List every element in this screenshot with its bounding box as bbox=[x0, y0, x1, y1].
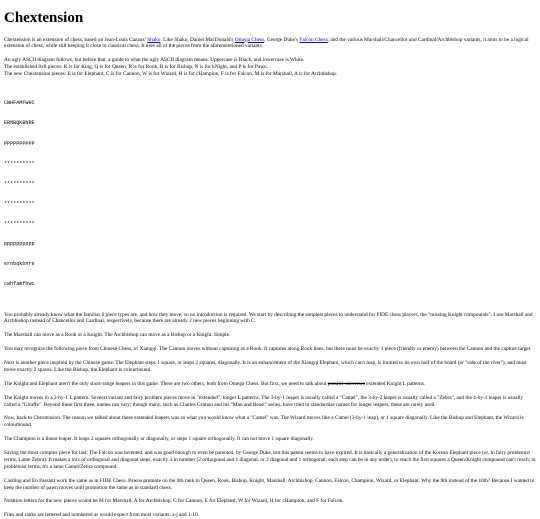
diagram-row: ********** bbox=[4, 180, 35, 187]
intro-text-1: Chextension is an extension of chess, based on Jean-Louis Cazaux' bbox=[4, 36, 148, 43]
diagram-row: ********** bbox=[4, 160, 35, 167]
intro-text-3: , George Duke's bbox=[264, 36, 300, 43]
diagram-row: PPPPPPPPPP bbox=[4, 140, 35, 147]
falcon-chess-link[interactable]: Falcon Chess bbox=[299, 36, 328, 43]
diagram-row: ERNBQKBNRE bbox=[4, 120, 35, 127]
paragraph-compounds: You probably already know what the familiar 6 piece types are, and how they move, so no introduction is required. We start by describing the simplest pieces to understand for FIDE chess players, the "missing Knight compounds". I use Marshall and Archbishop instead of Chancellor and Cardinal, respectively, because there are already 2 new pieces beginning with C. bbox=[4, 311, 533, 325]
paragraph-files-ranks: Files and ranks are lettered and numbered as would expect from most variants: a-j and 1-10. bbox=[4, 512, 200, 519]
ascii-guide-line-1: An ugly ASCII diagram follows, but before that, a guide to what the ugly ASCII diagram means. Uppercase is Black, and lowercase is White. bbox=[4, 57, 305, 64]
paragraph-elephant: Next is another piece inspired by the Chinese game. The Elephant steps 1 square, or leaps 2 squares, diagonally. It is an enhancement of the Xiangqi Elephant, which can't leap, is limited to its own half of the board (or "side of the river"), and must move exactly 2 spaces. Like the Bishop, the Elephant is colourbound. bbox=[4, 360, 527, 373]
ascii-guide-line-2: The established 8x8 pieces: K is for King, Q is for Queen, R is for Rook, B is for Bishop, N is for kNight, and P is for Pawn. bbox=[4, 64, 269, 71]
ascii-guide-paragraph bbox=[4, 57, 536, 78]
paragraph-champion: The Champion is a linear leaper. It leaps 2 squares orthogonally or diagonally, or steps 1 square orthogonally. It can not move 1 square diagonally. bbox=[4, 436, 314, 443]
shako-link[interactable]: Shako bbox=[147, 36, 161, 43]
diagram-row: cwhfamfhwc bbox=[4, 281, 35, 288]
paragraph-wizard: Now, back to Chextension. The reason we talked about these extended leapers was so what you would know what a "Camel" was. The Wizard moves like a Camel (3-by-1 leap), or 1 square diagonally. Like the Bishop and Elephant, the Wizard is colourbound. bbox=[4, 415, 524, 429]
leapers-text-1: The Knight and Elephant aren't the only short-range leapers in this game. There are two others, both from Omega Chess. But first, we need to talk about bbox=[4, 380, 328, 387]
leapers-text-2: extended Knight L patterns. bbox=[364, 380, 426, 387]
strikethrough-text: parallel universes bbox=[327, 380, 365, 387]
page-title: Chextension bbox=[4, 10, 84, 26]
intro-paragraph bbox=[4, 37, 536, 51]
diagram-row: pppppppppp bbox=[4, 241, 35, 248]
ascii-guide-line-3: The new Chextension pieces: E is for Elephant, C is for Cannon, W is for Wizard, H is for cHampion, F is for Falcon, M is for Marshall, A is for Archbishop. bbox=[4, 71, 338, 77]
ascii-board-diagram bbox=[4, 87, 536, 302]
paragraph-notation: Notation letters for the new pieces would be M for Marshall, A for Archbishop, C for Cannon, E for Elephant, W for Wizard, H for cHampion, and F for Falcon. bbox=[4, 498, 344, 505]
paragraph-falcon: Saving the most complex piece for last: The Falcon was invented, and was good enough to even be patented, by George Duke, but this patent seems to have expired. It is basically a generalization of the Korean Elephant piece (or, in fairy problemist terms, Lame Zebra). It makes a mix of orthogonal and diagonal steps, exactly 3 in number (2 orthogonal and 1 diagonal, or 2 diagonal and 1 orthogonal; each step can be in any order), to reach the first squares a Queen/Knight compound can't reach; in problemist terms, it's a lame Camel/Zebra compound. bbox=[4, 450, 536, 470]
paragraph-castling: Castling and En Passant work the same as in FIDE Chess. Pawns promote on the 9th rank to Queen, Rook, Bishop, Knight, Marshall, Archbishop, Cannon, Falcon, Champion, Wizard, or Elephant. Why the 9th instead of the 10th? Because I wanted to keep the number of pawn moves until promotion the same as in standard chess. bbox=[4, 477, 535, 491]
omega-chess-link[interactable]: Omega Chess bbox=[234, 36, 265, 43]
diagram-row: ernbqkbnre bbox=[4, 261, 35, 268]
intro-text-4: , and the various Marshall/Chancellor and Cardinal/Archbishop variants, it aims to be a logical extension of chess, while still keeping it close to classical chess. It uses all of the pieces from the aforementioned variants. bbox=[4, 36, 529, 50]
paragraph-knight-patterns: The Knight moves in a 2-by-1 L pattern. Several variant and fairy problem pieces move in "extended", longer L patterns. The 3-by-1 leaper is usually called a "Camel", the 3-by-2 leaper is usually called a "Zebra", and the 4-by-1 leaper is usually called a "Giraffe". Beyond these first three, names can vary; though many, such as Charles Gilman and his "Man and Beast" series, have tried to standardize names for longer leapers, these are rarely used. bbox=[4, 394, 524, 408]
paragraph-leapers bbox=[4, 381, 536, 388]
diagram-row: ********** bbox=[4, 200, 35, 207]
paragraph-marshall: The Marshall can move as a Rook or a Knight. The Archbishop can move as a Bishop or a Knight. Simple. bbox=[4, 332, 231, 339]
diagram-row: CWHFAMFWHC bbox=[4, 100, 35, 107]
intro-text-2: . Like Shako, Daniel MacDonald's bbox=[160, 36, 235, 43]
paragraph-cannon: You may recognize the following piece from Chinese Chess, or Xiangqi. The Cannon moves without capturing as a Rook. It captures along Rook lines, but there must be exactly 1 piece (friendly or enemy) between the Cannon and the capture target. bbox=[4, 346, 532, 353]
diagram-row: ********** bbox=[4, 221, 35, 228]
